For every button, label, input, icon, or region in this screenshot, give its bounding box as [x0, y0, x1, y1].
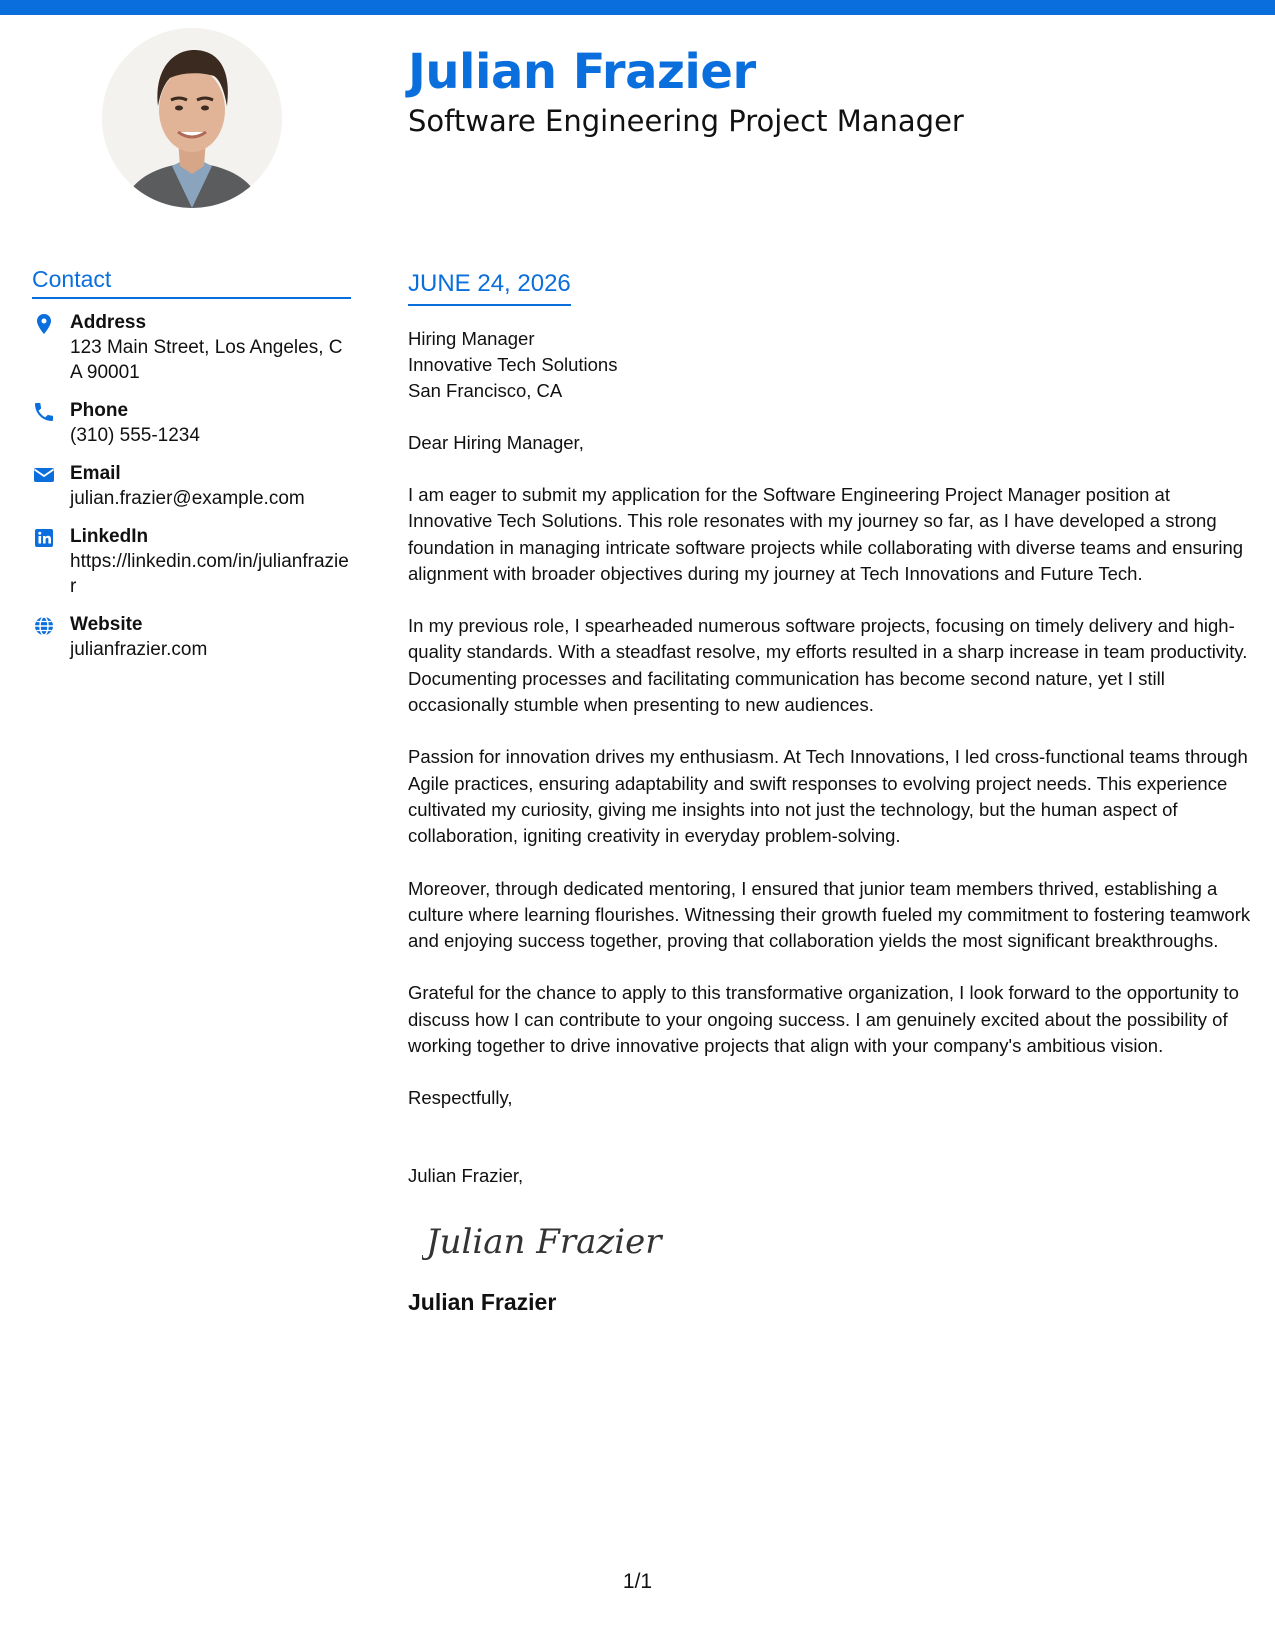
contact-label: Website — [70, 614, 143, 635]
address-value: 123 Main Street, Los Angeles, CA 90001 — [70, 337, 343, 383]
contact-label: Phone — [70, 400, 129, 421]
signature-text: Julian Frazier — [426, 1222, 662, 1263]
paragraph: Grateful for the chance to apply to this transformative organization, I look forward to the opportunity to discuss how I can contribute to your ongoing success. I am genuinely excited about the possibility of working together to drive innovative projects that align with your company's ambitious vision. — [408, 982, 1239, 1057]
recipient-block — [408, 326, 1253, 404]
paragraph: In my previous role, I spearheaded numerous software projects, focusing on timely delivery and high-quality standards. With a steadfast resolve, my efforts resulted in a sharp increase in team productivity. Documenting processes and facilitating communication has become second nature, yet I still occasionally stumble when presenting to new audiences. — [408, 615, 1248, 716]
top-accent-bar — [0, 0, 1275, 15]
signature — [422, 1211, 682, 1271]
recipient-line: Hiring Manager — [408, 328, 535, 349]
paragraph: I am eager to submit my application for the Software Engineering Project Manager position at Innovative Tech Solutions. This role resonates with my journey so far, as I have developed a strong foundation in managing intricate software projects while collaborating with diverse teams and ensuring alignment with broader objectives during my journey at Tech Innovations and Future Tech. — [408, 484, 1244, 584]
paragraph: Passion for innovation drives my enthusiasm. At Tech Innovations, I led cross-functional teams through Agile practices, ensuring adaptability and swift responses to evolving project needs. This experience cultivated my curiosity, giving me insights into not just the technology, but the human aspect of collaboration, igniting creativity in everyday problem-solving. — [408, 746, 1248, 847]
email-value: julian.frazier@example.com — [70, 488, 305, 509]
header-name: Julian Frazier — [408, 44, 756, 100]
map-pin-icon — [32, 312, 58, 338]
contact-label: Email — [70, 463, 121, 484]
contact-item-website — [32, 613, 351, 662]
final-name: Julian Frazier — [408, 1289, 557, 1316]
linkedin-icon — [32, 526, 58, 552]
avatar — [102, 28, 282, 208]
recipient-line: San Francisco, CA — [408, 380, 563, 401]
envelope-icon — [32, 463, 58, 489]
contact-heading: Contact — [32, 266, 351, 299]
contact-sidebar — [32, 266, 351, 676]
page-number: 1/1 — [622, 1570, 653, 1593]
linkedin-link[interactable]: https://linkedin.com/in/julianfrazier — [70, 551, 349, 597]
contact-item-linkedin — [32, 525, 351, 599]
contact-label: Address — [70, 312, 147, 333]
phone-value: (310) 555-1234 — [70, 425, 200, 446]
contact-label: LinkedIn — [70, 526, 149, 547]
paragraph: Moreover, through dedicated mentoring, I ensured that junior team members thrived, establishing a culture where learning flourishes. Witnessing their growth fueled my commitment to fostering teamwork and enjoying success together, proving that collaboration yields the most significant breakthroughs. — [408, 877, 1251, 952]
phone-icon — [32, 400, 58, 426]
globe-icon — [32, 614, 58, 640]
website-link[interactable]: julianfrazier.com — [70, 639, 208, 660]
contact-item-email — [32, 462, 351, 511]
contact-item-phone — [32, 399, 351, 448]
recipient-line: Innovative Tech Solutions — [408, 354, 618, 375]
salutation: Dear Hiring Manager, — [408, 432, 584, 453]
letter-date: JUNE 24, 2026 — [408, 270, 571, 306]
letter-body — [408, 270, 1253, 1316]
contact-item-address — [32, 311, 351, 385]
header-title: Software Engineering Project Manager — [408, 104, 964, 138]
sign-off-name: Julian Frazier, — [408, 1165, 524, 1187]
closing: Respectfully, — [408, 1087, 513, 1109]
